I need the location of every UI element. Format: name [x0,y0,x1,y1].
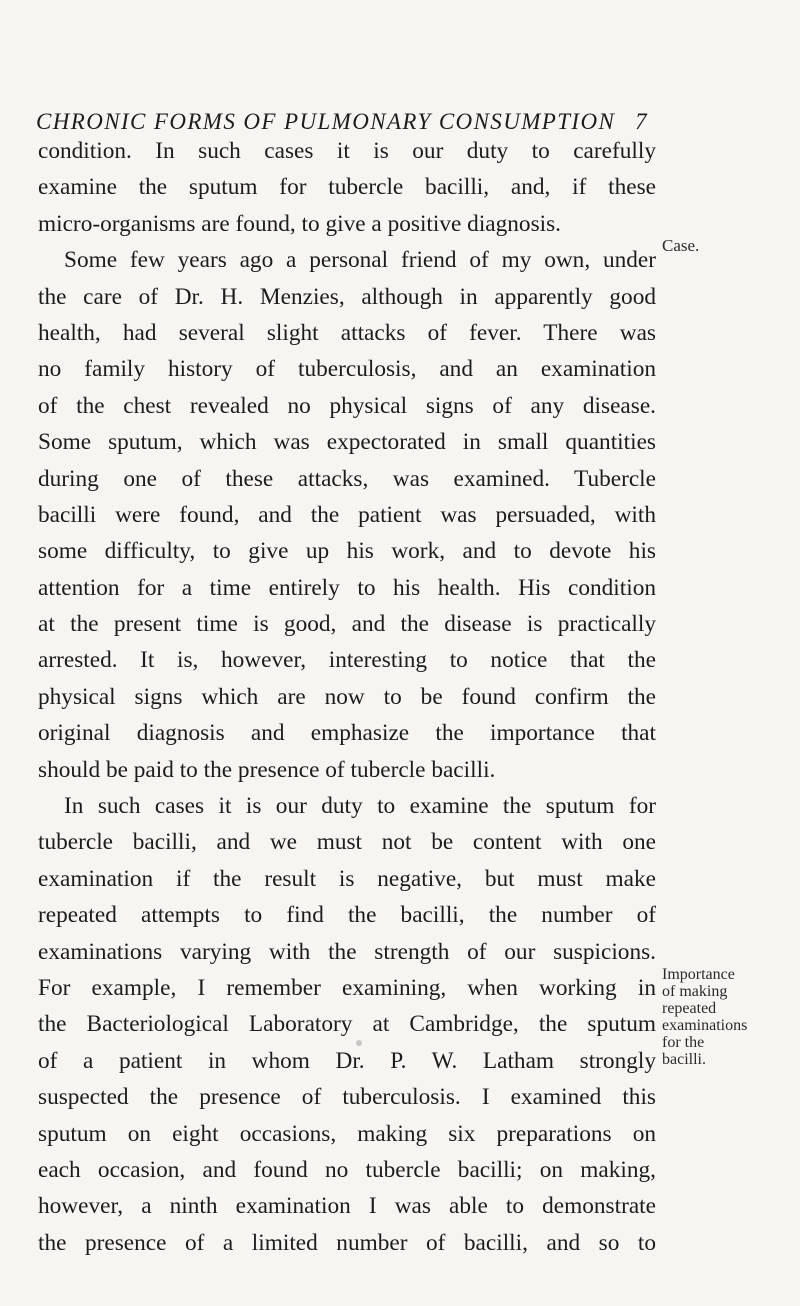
text-line: Some few years ago a personal friend of my own, under [64,247,656,274]
margin-note-line: Case. [662,236,700,255]
text-line: examination if the result is negative, but must make [38,865,656,892]
text-line: condition. In such cases it is our duty to carefully [38,138,656,164]
text-line: attention for a time entirely to his health. His condition [38,574,656,601]
text-line: physical signs which are now to be found confirm the [38,683,656,710]
text-line: In such cases it is our duty to examine the sputum for [64,793,656,820]
text-line: the care of Dr. H. Menzies, although in apparently good [38,283,656,310]
margin-note-line: of making [662,983,728,1000]
text-line: bacilli were found, and the patient was persuaded, with [38,501,656,528]
margin-note-case [662,236,699,256]
text-line: For example, I remember examining, when working in [38,974,656,1001]
text-line: no family history of tuberculosis, and an examination [38,356,656,383]
margin-note-line: bacilli. [662,1051,706,1068]
page-number: 7 [635,109,648,134]
margin-note-line: for the [662,1034,705,1051]
margin-note-line: repeated [662,1000,717,1017]
text-line: sputum on eight occasions, making six preparations on [38,1120,656,1147]
text-line: repeated attempts to find the bacilli, the number of [38,902,656,929]
text-line: however, a ninth examination I was able to demonstrate [38,1193,656,1220]
text-line: the Bacteriological Laboratory at Cambridge, the sputum [38,1011,656,1038]
text-line: suspected the presence of tuberculosis. I examined this [38,1084,656,1111]
text-line: examinations varying with the strength of our suspicions. [38,938,656,965]
text-line: some difficulty, to give up his work, and to devote his [38,538,656,565]
text-line: tubercle bacilli, and we must not be content with one [38,829,656,856]
text-line: examine the sputum for tubercle bacilli, and, if these [38,174,656,201]
margin-note-importance [662,966,747,1068]
running-head-title: CHRONIC FORMS OF PULMONARY CONSUMPTION [36,109,616,134]
text-line: should be paid to the presence of tubercle bacilli. [38,756,496,783]
text-line: health, had several slight attacks of fever. There was [38,319,656,346]
text-line: Some sputum, which was expectorated in small quantities [38,429,656,456]
text-line: of the chest revealed no physical signs of any disease. [38,392,656,419]
text-line: the presence of a limited number of bacilli, and so to [38,1229,656,1256]
text-line: original diagnosis and emphasize the importance that [38,720,656,747]
text-line: during one of these attacks, was examined. Tubercle [38,465,656,492]
margin-note-line: Importance [662,966,735,983]
ink-smudge [356,1040,362,1046]
text-line: micro-organisms are found, to give a positive diagnosis. [38,210,562,237]
margin-note-line: examinations [662,1017,748,1034]
text-line: arrested. It is, however, interesting to notice that the [38,647,656,674]
text-line: each occasion, and found no tubercle bacilli; on making, [38,1156,656,1183]
text-line: at the present time is good, and the disease is practically [38,611,656,638]
text-line: of a patient in whom Dr. P. W. Latham strongly [38,1047,656,1074]
body-text [38,133,656,1261]
